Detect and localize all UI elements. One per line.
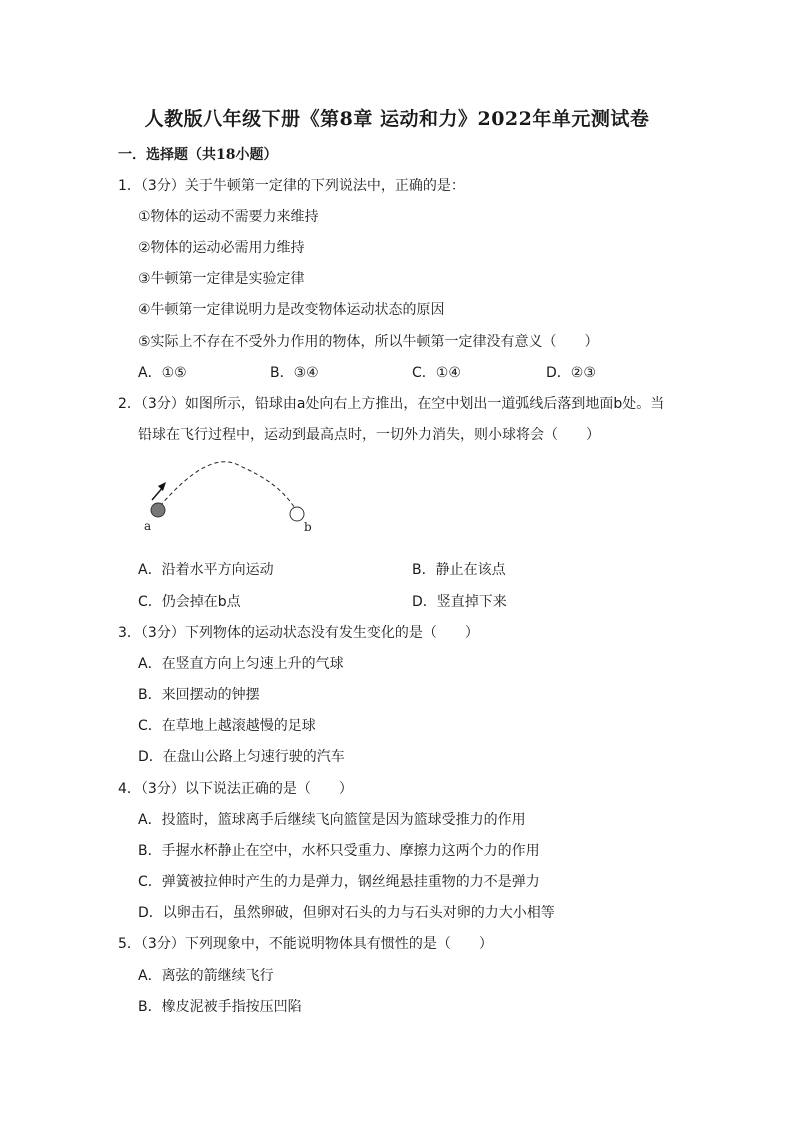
question-3-option-d: D．在盘山公路上匀速行驶的汽车 bbox=[138, 749, 345, 765]
question-3-stem: 3．（3分）下列物体的运动状态没有发生变化的是（ ） bbox=[118, 625, 479, 641]
question-3-option-a: A．在竖直方向上匀速上升的气球 bbox=[138, 656, 344, 672]
question-5-option-a: A．离弦的箭继续飞行 bbox=[138, 968, 274, 984]
question-1-item-1: ①物体的运动不需要力来维持 bbox=[138, 209, 319, 225]
launch-arrow-icon bbox=[158, 482, 166, 491]
question-2-stem-line-1: 2．（3分）如图所示，铅球由a处向右上方推出，在空中划出一道弧线后落到地面b处。当 bbox=[118, 396, 665, 412]
question-2-option-d: D．竖直掉下来 bbox=[412, 594, 507, 610]
question-1-item-3: ③牛顿第一定律是实验定律 bbox=[138, 271, 305, 287]
question-4-option-d: D．以卵击石，虽然卵破，但卵对石头的力与石头对卵的力大小相等 bbox=[138, 905, 555, 921]
shot-ball-start bbox=[151, 503, 165, 517]
question-4-stem: 4．（3分）以下说法正确的是（ ） bbox=[118, 781, 353, 797]
question-1-option-c: C．①④ bbox=[412, 365, 461, 381]
question-2-option-b: B．静止在该点 bbox=[412, 562, 506, 578]
question-5-stem: 5．（3分）下列现象中，不能说明物体具有惯性的是（ ） bbox=[118, 936, 493, 952]
question-2-option-a: A．沿着水平方向运动 bbox=[138, 562, 274, 578]
question-1-option-b: B．③④ bbox=[270, 365, 319, 381]
question-4-option-c: C．弹簧被拉伸时产生的力是弹力，钢丝绳悬挂重物的力不是弹力 bbox=[138, 874, 540, 890]
question-1-item-2: ②物体的运动必需用力维持 bbox=[138, 240, 305, 256]
question-1-option-d: D．②③ bbox=[546, 365, 596, 381]
question-4-option-a: A．投篮时，篮球离手后继续飞向篮筐是因为篮球受推力的作用 bbox=[138, 812, 526, 828]
question-1-item-4: ④牛顿第一定律说明力是改变物体运动状态的原因 bbox=[138, 302, 445, 318]
trajectory-figure bbox=[130, 458, 330, 538]
question-5-option-b: B．橡皮泥被手指按压凹陷 bbox=[138, 999, 302, 1015]
question-3-option-b: B．来回摆动的钟摆 bbox=[138, 687, 260, 703]
question-2-option-c: C．仍会掉在b点 bbox=[138, 594, 241, 610]
page-title: 人教版八年级下册《第8章 运动和力》2022年单元测试卷 bbox=[144, 108, 650, 130]
shot-ball-end bbox=[290, 507, 304, 521]
question-2-stem-line-2: 铅球在飞行过程中，运动到最高点时，一切外力消失，则小球将会（ ） bbox=[138, 427, 600, 443]
figure-label-a: a bbox=[144, 519, 152, 533]
question-1-stem: 1．（3分）关于牛顿第一定律的下列说法中，正确的是： bbox=[118, 178, 465, 194]
question-1-item-5: ⑤实际上不存在不受外力作用的物体，所以牛顿第一定律没有意义（ ） bbox=[138, 334, 599, 350]
question-3-option-c: C．在草地上越滚越慢的足球 bbox=[138, 718, 316, 734]
question-1-option-a: A．①⑤ bbox=[138, 365, 187, 381]
figure-label-b: b bbox=[304, 520, 312, 534]
question-4-option-b: B．手握水杯静止在空中，水杯只受重力、摩擦力这两个力的作用 bbox=[138, 843, 540, 859]
trajectory-arc bbox=[160, 462, 296, 510]
section-heading: 一．选择题（共18小题） bbox=[118, 147, 278, 163]
